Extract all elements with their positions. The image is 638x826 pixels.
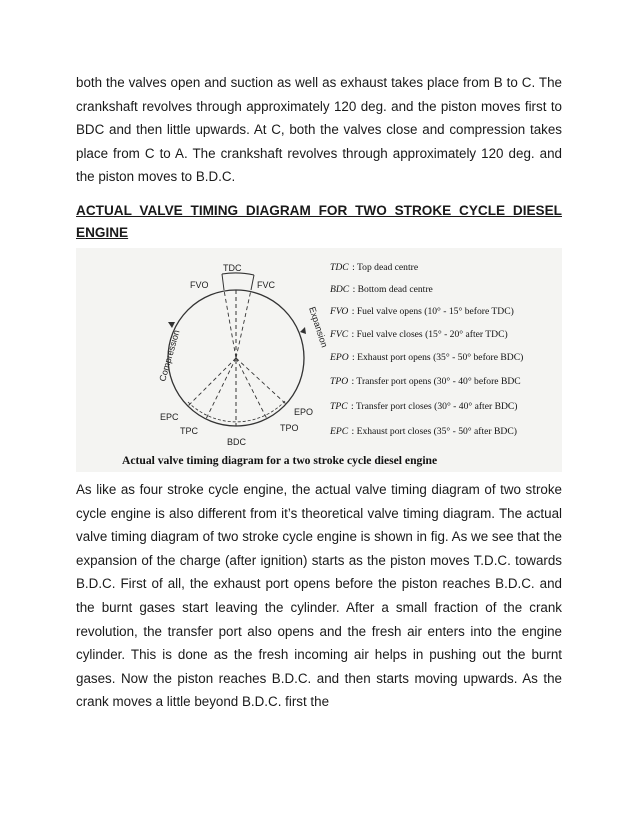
label-tdc: TDC bbox=[223, 263, 242, 273]
legend-abbr: TPC bbox=[330, 401, 348, 412]
epo-ray bbox=[236, 358, 286, 404]
exhaust-port-arc bbox=[188, 400, 286, 422]
expansion-arrow bbox=[300, 327, 306, 334]
legend-text: Top dead centre bbox=[356, 262, 419, 273]
valve-timing-figure bbox=[76, 248, 562, 472]
fuel-valve-arc bbox=[222, 273, 254, 275]
svg-text:FVO : Fuel valve opens (10° -: FVO : Fuel valve opens (10° - 15° before TDC) bbox=[330, 306, 514, 317]
svg-text:EPC : Exhaust port closes (35°: EPC : Exhaust port closes (35° - 50° after BDC) bbox=[330, 426, 517, 437]
legend bbox=[329, 262, 523, 437]
label-expansion: Expansion bbox=[307, 305, 330, 349]
label-epo: EPO bbox=[294, 407, 314, 417]
valve-timing-diagram bbox=[76, 248, 562, 472]
label-tpc: TPC bbox=[180, 426, 198, 436]
legend-abbr: EPC bbox=[330, 426, 349, 437]
legend-text: Exhaust port closes (35° - 50° after BDC) bbox=[356, 426, 517, 437]
paragraph-2: As like as four stroke cycle engine, the actual valve timing diagram of two stroke cycle engine is also different from it’s theoretical valve timing diagram. The actual valve timing diagram of two stroke cycle engine is shown in fig. As we see that the expansion of the charge (after ignition) starts as the piston moves T.D.C. towards B.D.C. First of all, the exhaust port opens before the piston reaches B.D.C. and the burnt gases start leaving the cylinder. After a small fraction of the crank revolution, the transfer port also opens and the fresh air enters into the engine cylinder. This is done as the fresh incoming air helps in pushing out the burnt gases. Now the piston reaches B.D.C. and then starts moving upwards. As the crank moves a little beyond B.D.C. first the bbox=[76, 482, 562, 710]
label-fvc: FVC bbox=[257, 280, 275, 290]
legend-text: Exhaust port opens (35° - 50° before BDC) bbox=[357, 352, 524, 363]
legend-abbr: EPO bbox=[330, 352, 349, 363]
legend-abbr: TDC bbox=[330, 262, 349, 273]
svg-text:TPO : Transfer port opens (30°: TPO : Transfer port opens (30° - 40° before BDC bbox=[330, 376, 521, 387]
label-fvo: FVO bbox=[190, 280, 209, 290]
fvo-ray bbox=[224, 290, 236, 358]
paragraph-1: both the valves open and suction as well as exhaust takes place from B to C. The crankshaft revolves through approximately 120 deg. and the piston moves first to BDC and then little upwards. At C, both the valves close and compression takes place from C to A. The crankshaft revolves through approximately 120 deg. and the piston moves to B.D.C. bbox=[76, 75, 562, 185]
svg-text:EPO : Exhaust port opens (35°: EPO : Exhaust port opens (35° - 50° before BDC) bbox=[330, 352, 524, 363]
tpo-ray bbox=[236, 358, 267, 419]
legend-text: Transfer port opens (30° - 40° before BDC bbox=[356, 376, 521, 387]
epc-ray bbox=[188, 358, 236, 406]
compression-arrow bbox=[168, 322, 175, 328]
svg-text:BDC : Bottom dead centre: BDC : Bottom dead centre bbox=[330, 284, 433, 295]
section-heading: ACTUAL VALVE TIMING DIAGRAM FOR TWO STROKE CYCLE DIESEL ENGINE bbox=[76, 203, 562, 240]
legend-text: Fuel valve opens (10° - 15° before TDC) bbox=[356, 306, 514, 317]
figure-caption: Actual valve timing diagram for a two stroke cycle diesel engine bbox=[122, 454, 438, 467]
svg-text:TDC : Top dead centre: TDC : Top dead centre bbox=[330, 262, 419, 273]
label-tpo: TPO bbox=[280, 423, 299, 433]
svg-text:TPC : Transfer port closes (30: TPC : Transfer port closes (30° - 40° after BDC) bbox=[330, 401, 518, 412]
legend-text: Bottom dead centre bbox=[357, 284, 433, 295]
legend-abbr: FVO bbox=[330, 306, 349, 317]
label-epc: EPC bbox=[160, 412, 179, 422]
legend-abbr: BDC bbox=[330, 284, 350, 295]
fvo-tick bbox=[222, 274, 224, 290]
label-compression: Compression bbox=[157, 328, 182, 383]
legend-text: Transfer port closes (30° - 40° after BDC) bbox=[355, 401, 518, 412]
fvc-ray bbox=[236, 290, 251, 358]
legend-abbr: TPO bbox=[330, 376, 349, 387]
tpc-ray bbox=[206, 358, 236, 419]
fvc-tick bbox=[251, 275, 254, 290]
legend-text: Fuel valve closes (15° - 20° after TDC) bbox=[356, 329, 508, 340]
svg-text:FVC : Fuel valve closes (15° -: FVC : Fuel valve closes (15° - 20° after TDC) bbox=[330, 329, 508, 340]
legend-abbr: FVC bbox=[330, 329, 349, 340]
label-bdc: BDC bbox=[227, 437, 247, 447]
